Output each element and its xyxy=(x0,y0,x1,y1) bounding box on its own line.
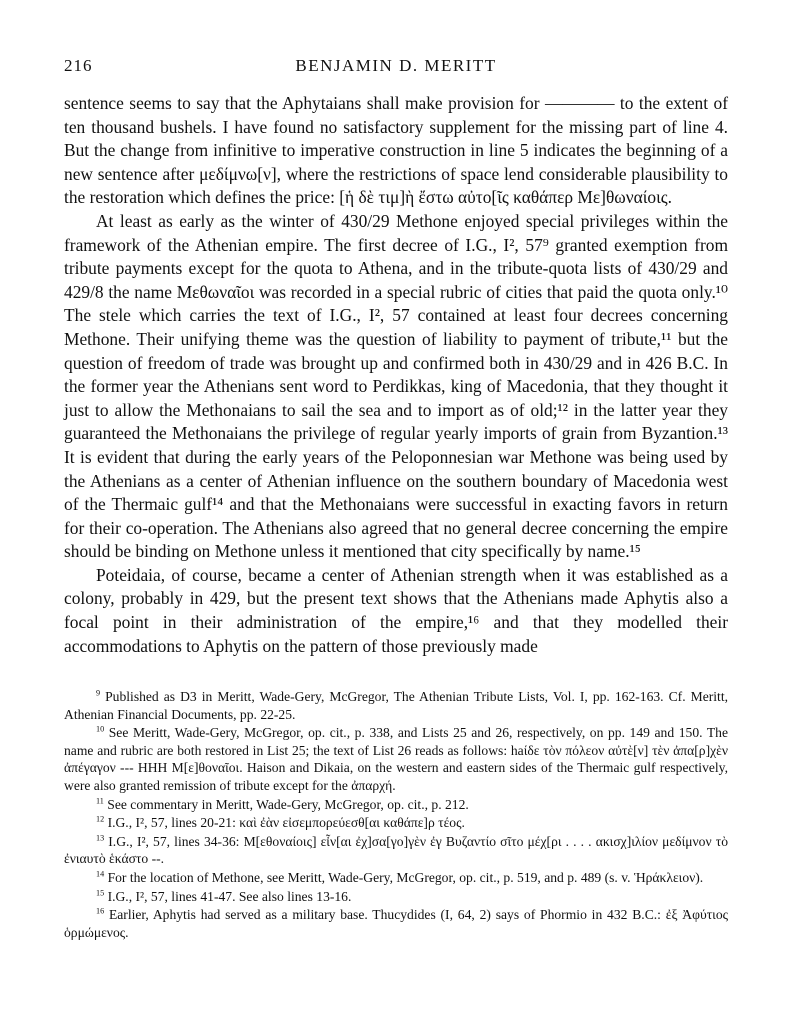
footnote-number: 14 xyxy=(96,869,105,879)
paragraph: Poteidaia, of course, became a center of Athenian strength when it was established as a colony, probably in 429, but the present text shows that the Athenians made Aphytis also a focal point in their administration of the empire,¹⁶ and that they modelled their accommodations to Aphytis on the pattern of those previously made xyxy=(64,564,728,656)
footnote-text: I.G., I², 57, lines 34-36: M[εθοναίοις] εἶν[αι ἐχ]σα[γο]γὲν ἐγ Βυζαντίο σῖτο μέχ[ρι . . . . ακισχ]ιλίον μεδίμνον τὸ ἐνιαυτὸ ἑκάστο --. xyxy=(64,833,728,867)
body-text xyxy=(64,92,728,658)
footnote-number: 15 xyxy=(96,888,105,897)
footnote-number: 13 xyxy=(96,833,105,843)
footnote xyxy=(64,688,728,723)
footnotes xyxy=(64,688,728,941)
footnote xyxy=(64,869,728,887)
footnote xyxy=(64,796,728,814)
footnote-text: See Meritt, Wade-Gery, McGregor, op. cit., p. 338, and Lists 25 and 26, respectively, on pp. 149 and 150. The name and rubric are both restored in List 25; the text of List 26 reads as follows: haίδε τὸν πόλεον αὐτὲ[ν] τὲν ἀπα[ρ]χὲν ἀπέγαγον --- HHH M[ε]θοναῖοι. Haison and Dikaia, on the western and eastern sides of the Thermaic gulf respectively, were also granted remission of tribute except for the ἀπαρχή. xyxy=(64,725,728,793)
page-number: 216 xyxy=(64,56,93,75)
footnote-text: See commentary in Meritt, Wade-Gery, McGregor, op. cit., p. 212. xyxy=(107,796,469,812)
paragraph: At least as early as the winter of 430/29 Methone enjoyed special privileges within the framework of the Athenian empire. The first decree of I.G., I², 57⁹ granted exemption from tribute payments except for the quota to Athena, and in the tribute-quota lists of 430/29 and 429/8 the name Μεθωναῖοι was recorded in a special rubric of cities that paid the quota only.¹⁰ The stele which carries the text of I.G., I², 57 contained at least four decrees concerning Methone. Their unifying theme was the question of liability to payment of tribute,¹¹ but the question of freedom of trade was brought up and confirmed both in 430/29 and in 426 B.C. In the former year the Athenians sent word to Perdikkas, king of Macedonia, that they thought it just to allow the Methonaians to sail the sea and to import as of old;¹² in the latter year they guaranteed the Methonaians the privilege of regular yearly imports of grain from Byzantion.¹³ It is evident that during the early years of the Peloponnesian war Methone was being used by the Athenians as a center of Athenian influence on the southern boundary of Macedonia west of the Thermaic gulf¹⁴ and that the Methonaians were successful in exacting favors in return for their co-operation. The Athenians also agreed that no general decree concerning the empire should be binding on Methone unless it mentioned that city specifically by name.¹⁵ xyxy=(64,210,728,562)
footnote-number: 11 xyxy=(96,796,104,806)
footnote-text: I.G., I², 57, lines 20-21: καὶ ἐὰν εἰσεμπορεύεσθ[αι καθάπε]ρ τέος. xyxy=(107,815,465,831)
footnote xyxy=(64,833,728,868)
footnote xyxy=(64,814,728,832)
page-header xyxy=(64,56,728,80)
footnote-number: 12 xyxy=(96,814,105,824)
footnote-number: 10 xyxy=(96,724,105,734)
footnote-text: For the location of Methone, see Meritt, Wade-Gery, McGregor, op. cit., p. 519, and p. 489 (s. v. Ἡράκλειον). xyxy=(107,869,704,885)
footnote-number: 9 xyxy=(96,688,101,698)
footnote xyxy=(64,724,728,794)
running-head-author: BENJAMIN D. MERITT xyxy=(295,56,497,75)
footnote-text: Earlier, Aphytis had served as a military base. Thucydides (I, 64, 2) says of Phormio in 432 B.C.: ἐξ Ἀφύτιος ὁρμώμενος. xyxy=(64,907,728,940)
footnote xyxy=(64,888,728,906)
paragraph: sentence seems to say that the Aphytaians shall make provision for ———— to the extent of ten thousand bushels. I have found no satisfactory supplement for the missing part of line 4. But the change from infinitive to imperative construction in line 5 indicates the beginning of a new sentence after μεδίμνω[ν], where the restrictions of space lend considerable plausibility to the restoration which defines the price: [ἡ δὲ τιμ]ὴ ἔστω αὐτο[ῖς καθάπερ Με]θωναίοις. xyxy=(64,93,728,208)
footnote-number: 16 xyxy=(96,906,105,916)
footnote-text: Published as D3 in Meritt, Wade-Gery, McGregor, The Athenian Tribute Lists, Vol. I, pp. 162-163. Cf. Meritt, Athenian Financial Documents, pp. 22-25. xyxy=(64,689,728,722)
footnote-text: I.G., I², 57, lines 41-47. See also lines 13-16. xyxy=(107,888,352,904)
footnote xyxy=(64,906,728,941)
